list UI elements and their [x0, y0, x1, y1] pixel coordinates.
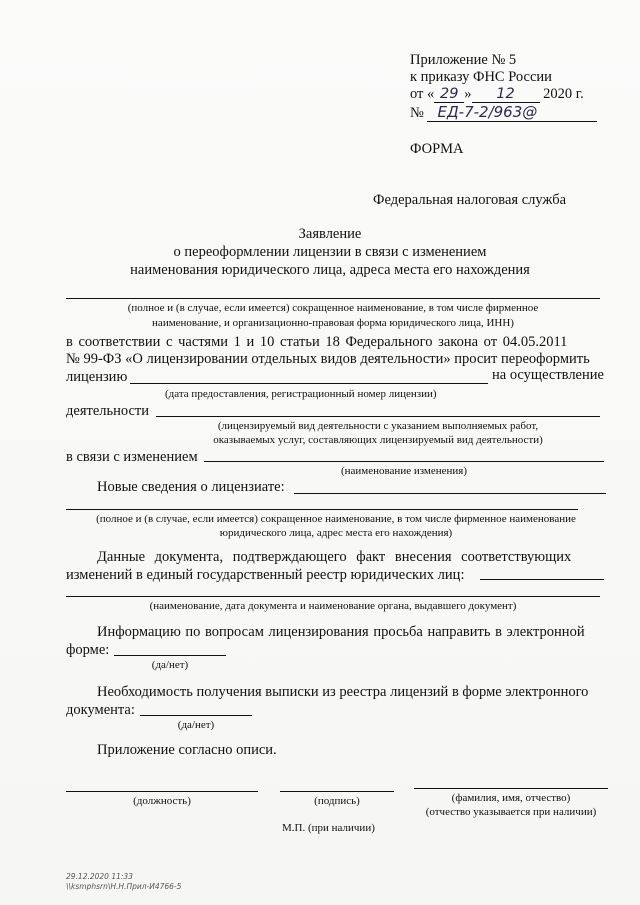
caption-new-1: (полное и (в случае, если имеется) сокращенное наименование, в том числе фирменное наименование	[96, 513, 576, 525]
para1-line-1: в соответствии с частями 1 и 10 статьи 18 Федерального закона от 04.05.2011	[66, 334, 568, 350]
extract-line-1: Необходимость получения выписки из реестра лицензий в форме электронного	[97, 684, 589, 700]
doc-line-1: Данные документа, подтверждающего факт внесения соответствующих	[97, 549, 572, 565]
new-info-line-2	[66, 509, 578, 510]
stamp-place: М.П. (при наличии)	[282, 822, 375, 834]
applicant-name-line	[66, 298, 600, 299]
order-number-row	[410, 103, 597, 122]
caption-yesno-1: (да/нет)	[151, 659, 189, 671]
from-prefix: от «	[410, 86, 435, 102]
caption-yesno-2: (да/нет)	[177, 719, 215, 731]
change-field-line	[204, 461, 604, 462]
extract-field-line	[140, 715, 252, 716]
position-line	[66, 791, 258, 792]
order-month: 12	[472, 86, 540, 103]
caption-position: (должность)	[133, 795, 191, 807]
signature-line	[280, 791, 394, 792]
title-line-3: наименования юридического лица, адреса места его нахождения	[130, 262, 530, 278]
fio-line	[414, 788, 608, 789]
caption-applicant-1: (полное и (в случае, если имеется) сокращенное наименование, в том числе фирменное	[127, 302, 539, 314]
caption-change: (наименование изменения)	[340, 465, 468, 477]
attachment-note: Приложение согласно описи.	[97, 742, 277, 758]
change-label: в связи с изменением	[66, 449, 198, 465]
order-date	[410, 86, 584, 103]
doc-field-line-1	[480, 579, 604, 580]
quote-close: »	[464, 86, 472, 102]
caption-fio: (фамилия, имя, отчество)	[451, 792, 571, 804]
caption-license: (дата предоставления, регистрационный номер лицензии)	[165, 388, 437, 400]
order-year: 2020 г.	[543, 86, 584, 102]
activity-label: деятельности	[66, 403, 150, 419]
activity-field-line	[156, 416, 600, 417]
new-info-label: Новые сведения о лицензиате:	[97, 479, 285, 495]
title-line-2: о переоформлении лицензии в связи с изменением	[173, 244, 487, 260]
new-info-line-1	[294, 493, 606, 494]
footer-timestamp: 29.12.2020 11:33	[66, 872, 133, 881]
caption-signature: (подпись)	[314, 795, 360, 807]
order-number: ЕД-7-2/963@	[427, 103, 597, 122]
caption-activity-2: оказываемых услуг, составляющих лицензируемый вид деятельности)	[213, 434, 543, 446]
caption-doc: (наименование, дата документа и наименование органа, выдавшего документ)	[149, 600, 517, 612]
caption-new-2: юридического лица, адрес места его нахождения)	[219, 527, 453, 539]
title-line-1: Заявление	[298, 226, 362, 242]
license-suffix: на осуществление	[492, 367, 604, 383]
info-line-1: Информацию по вопросам лицензирования просьба направить в электронной	[97, 624, 585, 640]
doc-line-2: изменений в единый государственный реестр юридических лиц:	[66, 567, 465, 583]
para1-line-2: № 99-ФЗ «О лицензировании отдельных видов деятельности» просит переоформить	[66, 351, 590, 367]
recipient: Федеральная налоговая служба	[373, 192, 567, 208]
info-field-line	[114, 655, 226, 656]
caption-activity-1: (лицензируемый вид деятельности с указанием выполняемых работ,	[217, 420, 539, 432]
extract-line-2: документа:	[66, 702, 135, 718]
license-field-line	[130, 383, 488, 384]
order-reference: к приказу ФНС России	[410, 69, 552, 85]
footer-path: \\ksmphsrn\Н.Н.Прил-И4766-5	[66, 882, 182, 891]
doc-field-line-2	[66, 596, 600, 597]
license-label: лицензию	[66, 369, 128, 385]
appendix-number: Приложение № 5	[410, 52, 517, 68]
number-sign: №	[410, 105, 424, 121]
form-label: ФОРМА	[410, 141, 464, 157]
info-line-2: форме:	[66, 642, 110, 658]
caption-fio-note: (отчество указывается при наличии)	[425, 806, 597, 818]
caption-applicant-2: наименование, и организационно-правовая форма юридического лица, ИНН)	[152, 317, 514, 329]
order-day: 29	[434, 86, 464, 103]
